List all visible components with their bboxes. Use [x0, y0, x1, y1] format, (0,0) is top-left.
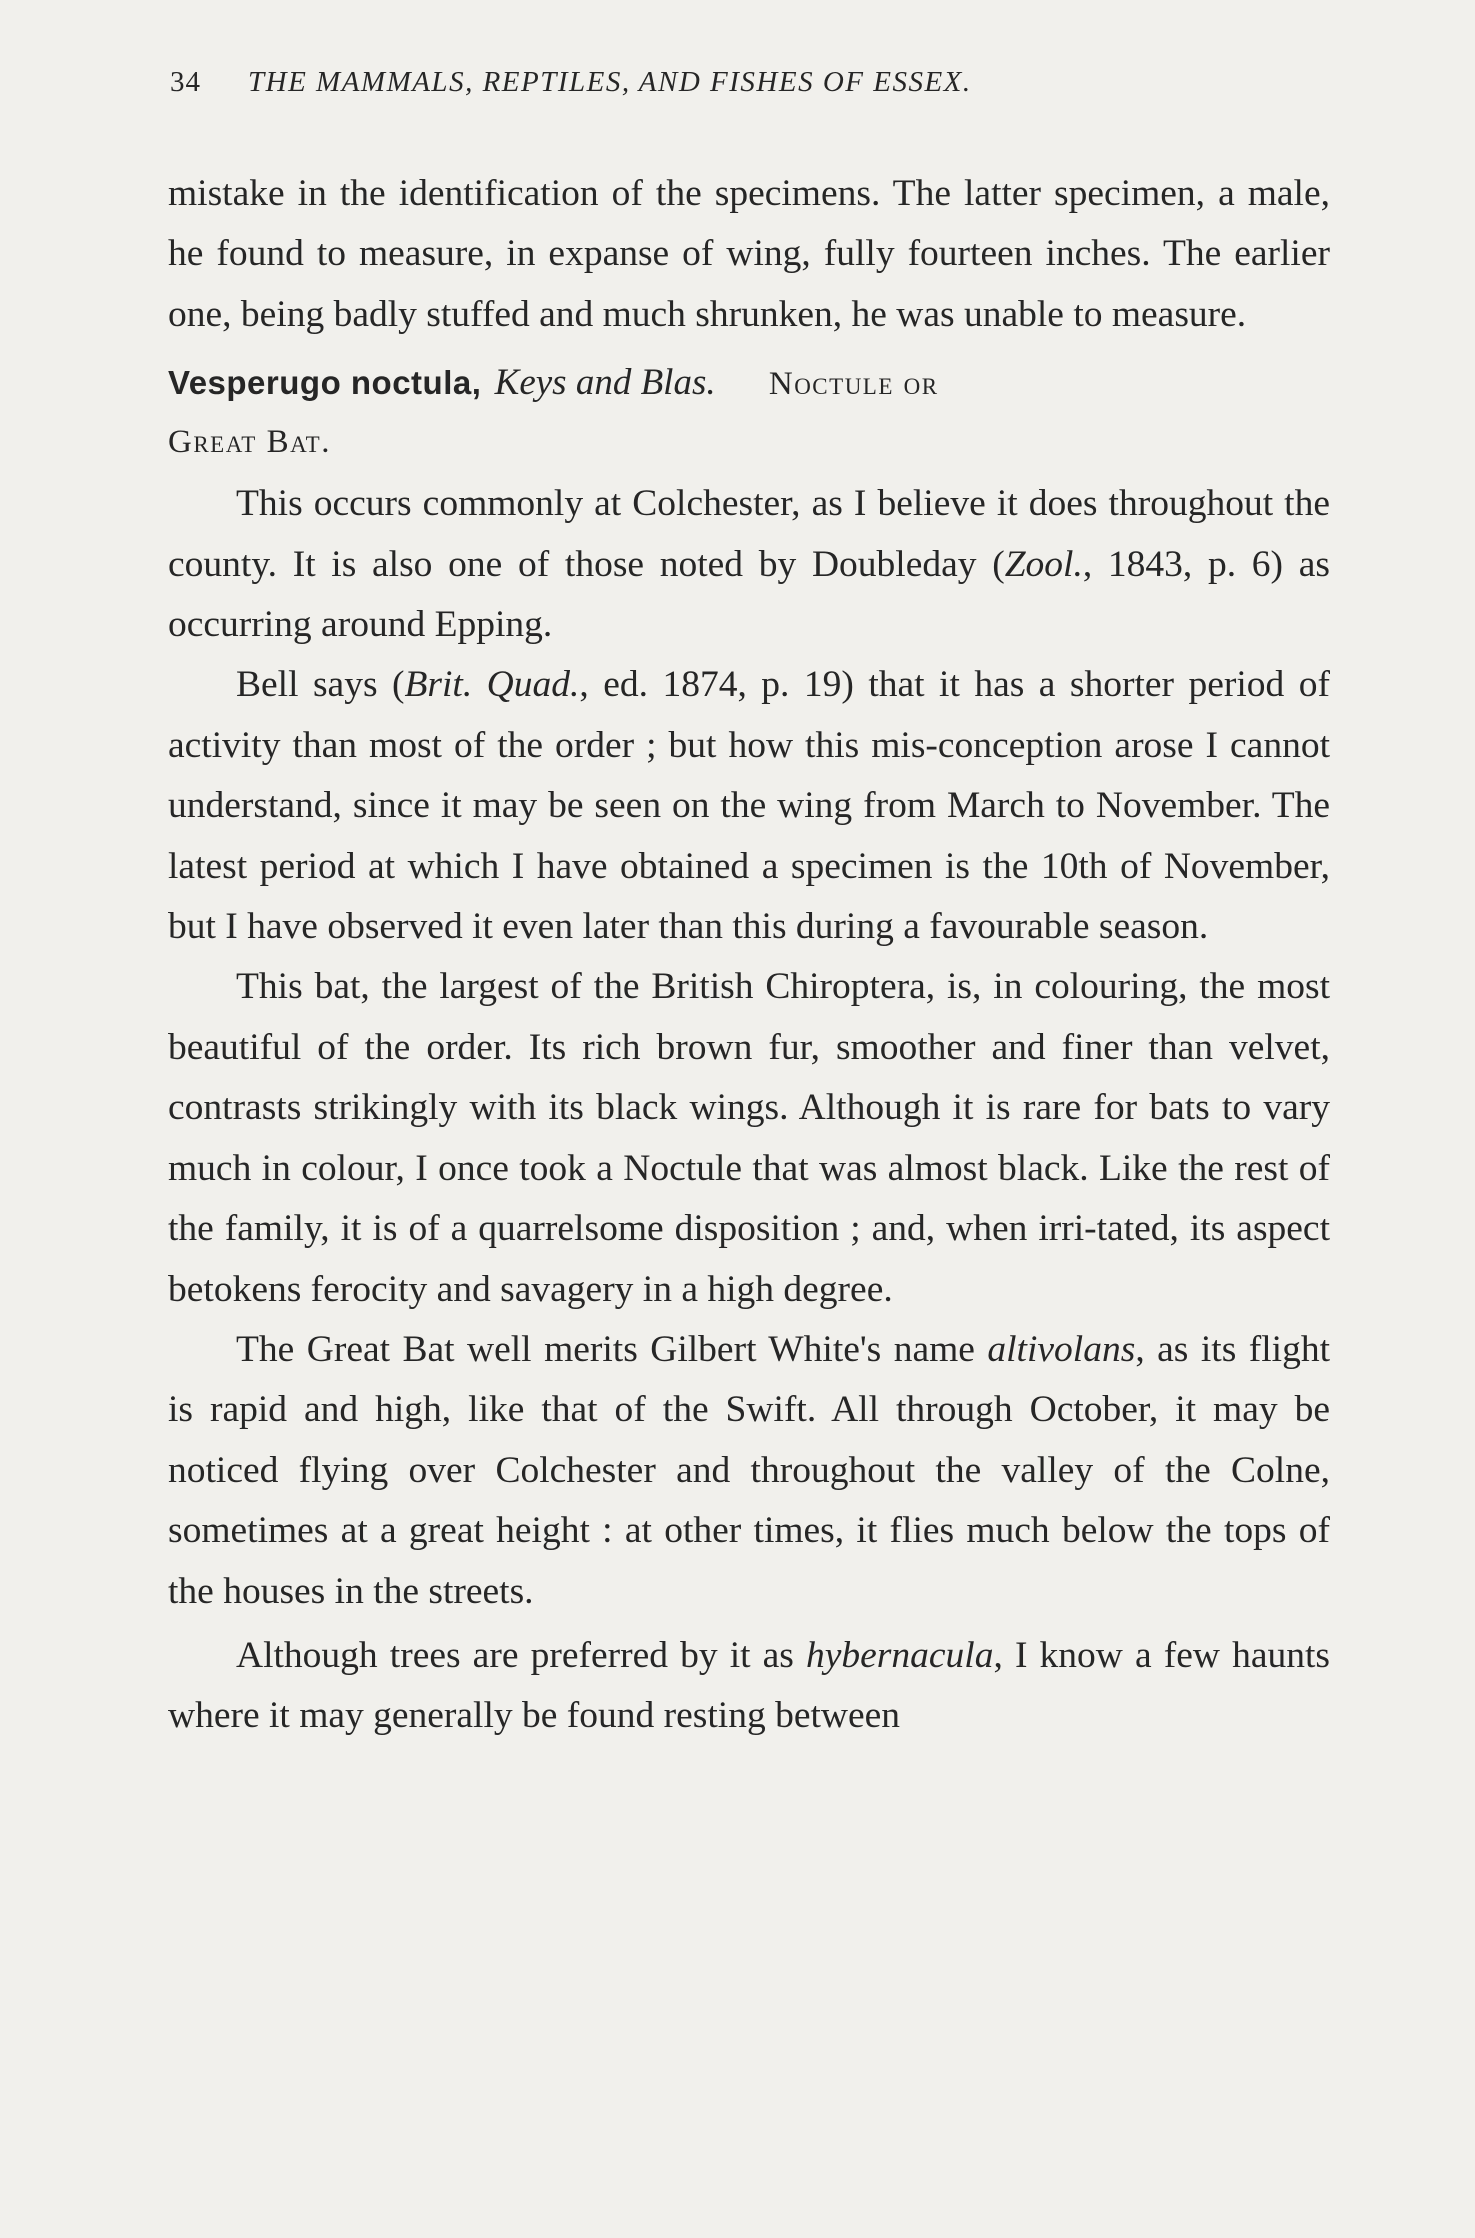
paragraph-flight	[168, 1320, 1330, 1622]
term-italic: hybernacula	[806, 1634, 994, 1676]
scientific-name: Vesperugo noctula,	[168, 364, 482, 402]
body-text	[168, 164, 1330, 1747]
paragraph-text: , ed. 1874, p. 19) that it has a shorter period of activity than most of the order ; but how this mis-conception arose I cannot understand, since it may be seen on the wing from March to November. The latest period at which I have obtained a specimen is the 10th of November, but I have observed it even later than this during a favourable season.	[168, 664, 1330, 948]
paragraph-hybernacula	[168, 1626, 1330, 1747]
paragraph-text: The Great Bat well merits Gilbert White's name	[236, 1328, 988, 1370]
running-head	[168, 66, 1330, 116]
book-page	[168, 66, 1330, 1747]
running-title: THE MAMMALS, REPTILES, AND FISHES OF ESSEX.	[248, 66, 972, 98]
paragraph-text: Although trees are preferred by it as	[236, 1634, 806, 1676]
paragraph-text: , as its flight is rapid and high, like that of the Swift. All through October, it may be noticed flying over Colchester and throughout the valley of the Colne, sometimes at a great height : at other times, it flies much below the tops of the houses in the streets.	[168, 1328, 1330, 1612]
paragraph-text: , 1843, p. 6) as occurring around Epping.	[168, 543, 1330, 646]
page-number: 34	[170, 66, 201, 98]
paragraph-description: This bat, the largest of the British Chiroptera, is, in colouring, the most beautiful of the order. Its rich brown fur, smoother and finer than velvet, contrasts strikingly with its black wings. Although it is rare for bats to vary much in colour, I once took a Noctule that was almost black. Like the rest of the family, it is of a quarrelsome disposition ; and, when irri-tated, its aspect betokens ferocity and savagery in a high degree.	[168, 966, 1330, 1310]
species-heading	[168, 353, 1330, 470]
citation-italic: Brit. Quad.	[404, 664, 580, 706]
common-name-line1: Noctule or	[768, 366, 939, 403]
common-name-line2: Great Bat.	[168, 424, 331, 461]
paragraph-text: This occurs commonly at Colchester, as I believe it does throughout the county. It is also one of those noted by Doubleday (	[168, 483, 1330, 585]
paragraph-activity	[168, 655, 1330, 957]
paragraph-occurrence	[168, 474, 1330, 655]
citation-italic: Zool.	[1004, 543, 1083, 585]
paragraph-continuation: mistake in the identification of the specimens. The latter specimen, a male, he found to measure, in expanse of wing, fully fourteen inches. The earlier one, being badly stuffed and much shrunken, he was unable to measure.	[168, 173, 1330, 335]
species-authority: Keys and Blas.	[494, 362, 716, 404]
paragraph-text: Bell says (	[236, 664, 405, 706]
paragraph-text: , I know a few haunts where it may generally be found resting between	[168, 1634, 1330, 1737]
term-italic: altivolans	[987, 1328, 1136, 1370]
